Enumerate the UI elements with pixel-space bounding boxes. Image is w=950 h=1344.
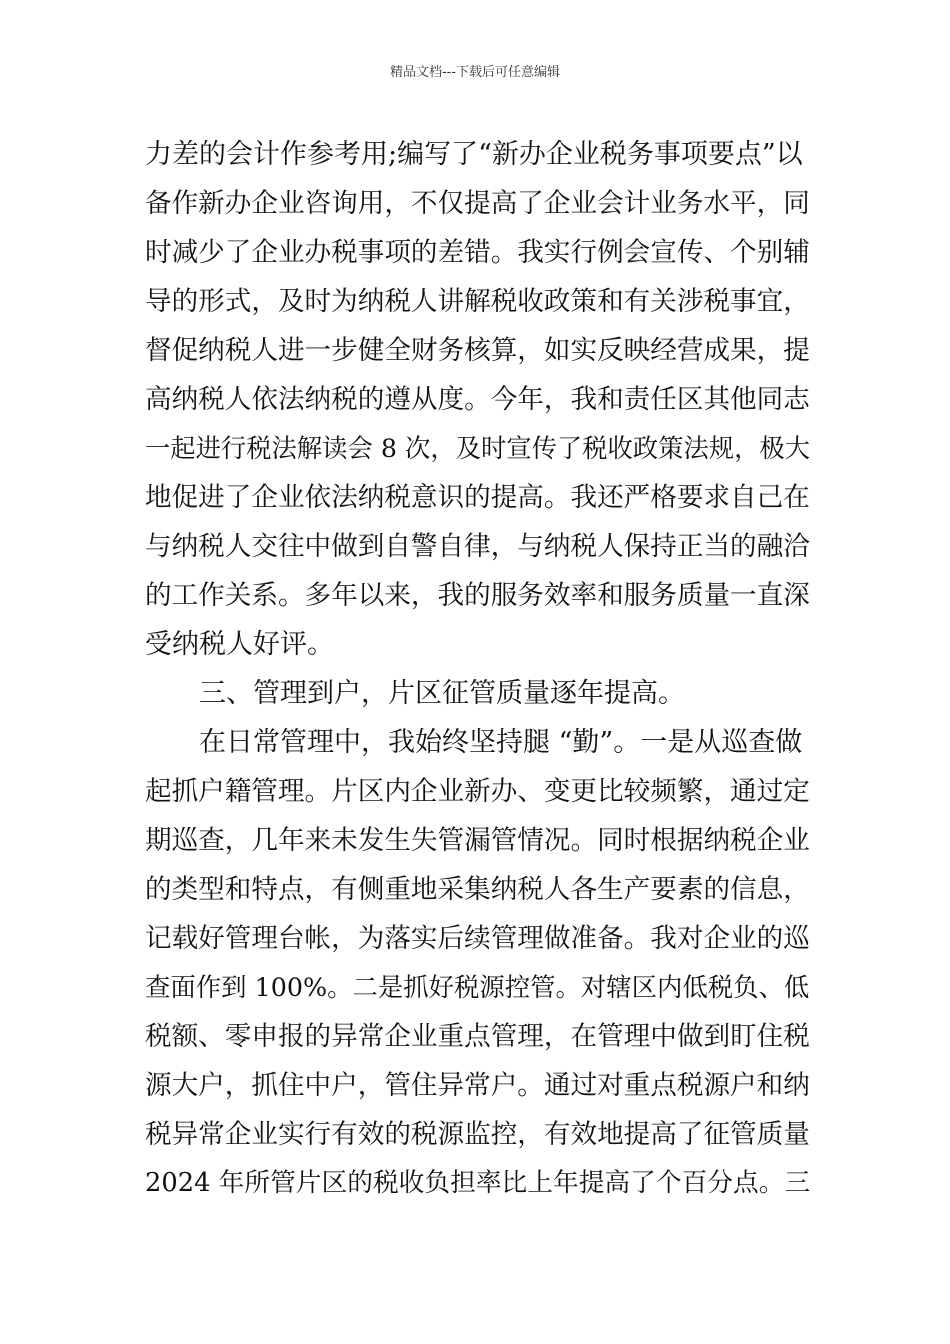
text-line: 一起进行税法解读会 8 次，及时宣传了税收政策法规，极大 <box>145 433 811 463</box>
text-line: 2024 年所管片区的税收负担率比上年提高了个百分点。三 <box>145 1168 811 1198</box>
text-line: 高纳税人依法纳税的遵从度。今年，我和责任区其他同志 <box>145 384 810 415</box>
text-line: 备作新办企业咨询用，不仅提高了企业会计业务水平，同 <box>145 188 810 219</box>
text-line: 源大户，抓住中户，管住异常户。通过对重点税源户和纳 <box>145 1070 810 1101</box>
text-line: 起抓户籍管理。片区内企业新办、变更比较频繁，通过定 <box>145 776 810 807</box>
text-line: 的类型和特点，有侧重地采集纳税人各生产要素的信息， <box>145 874 810 905</box>
text-line: 税额、零申报的异常企业重点管理，在管理中做到盯住税 <box>145 1021 810 1052</box>
text-line: 受纳税人好评。 <box>145 629 334 660</box>
page-header: 精品文档---下载后可任意编辑 <box>389 65 561 80</box>
text-line: 记载好管理台帐，为落实后续管理做准备。我对企业的巡 <box>145 923 810 954</box>
text-line: 时减少了企业办税事项的差错。我实行例会宣传、个别辅 <box>145 237 810 268</box>
text-line: 期巡查，几年来未发生失管漏管情况。同时根据纳税企业 <box>145 825 810 856</box>
text-line: 的工作关系。多年以来，我的服务效率和服务质量一直深 <box>145 580 810 611</box>
text-line: 导的形式，及时为纳税人讲解税收政策和有关涉税事宜， <box>145 286 810 317</box>
text-line: 督促纳税人进一步健全财务核算，如实反映经营成果，提 <box>145 335 810 366</box>
text-line: 三、管理到户，片区征管质量逐年提高。 <box>199 678 685 709</box>
body-text <box>145 130 810 1208</box>
text-line: 地促进了企业依法纳税意识的提高。我还严格要求自己在 <box>145 482 810 513</box>
text-line: 与纳税人交往中做到自警自律，与纳税人保持正当的融洽 <box>145 531 810 562</box>
text-line: 查面作到 100%。二是抓好税源控管。对辖区内低税负、低 <box>145 972 810 1002</box>
text-line: 力差的会计作参考用;编写了“新办企业税务事项要点”以 <box>145 139 803 170</box>
text-line: 税异常企业实行有效的税源监控，有效地提高了征管质量 <box>145 1119 810 1150</box>
text-line: 在日常管理中，我始终坚持腿 “勤”。一是从巡查做 <box>199 727 803 758</box>
